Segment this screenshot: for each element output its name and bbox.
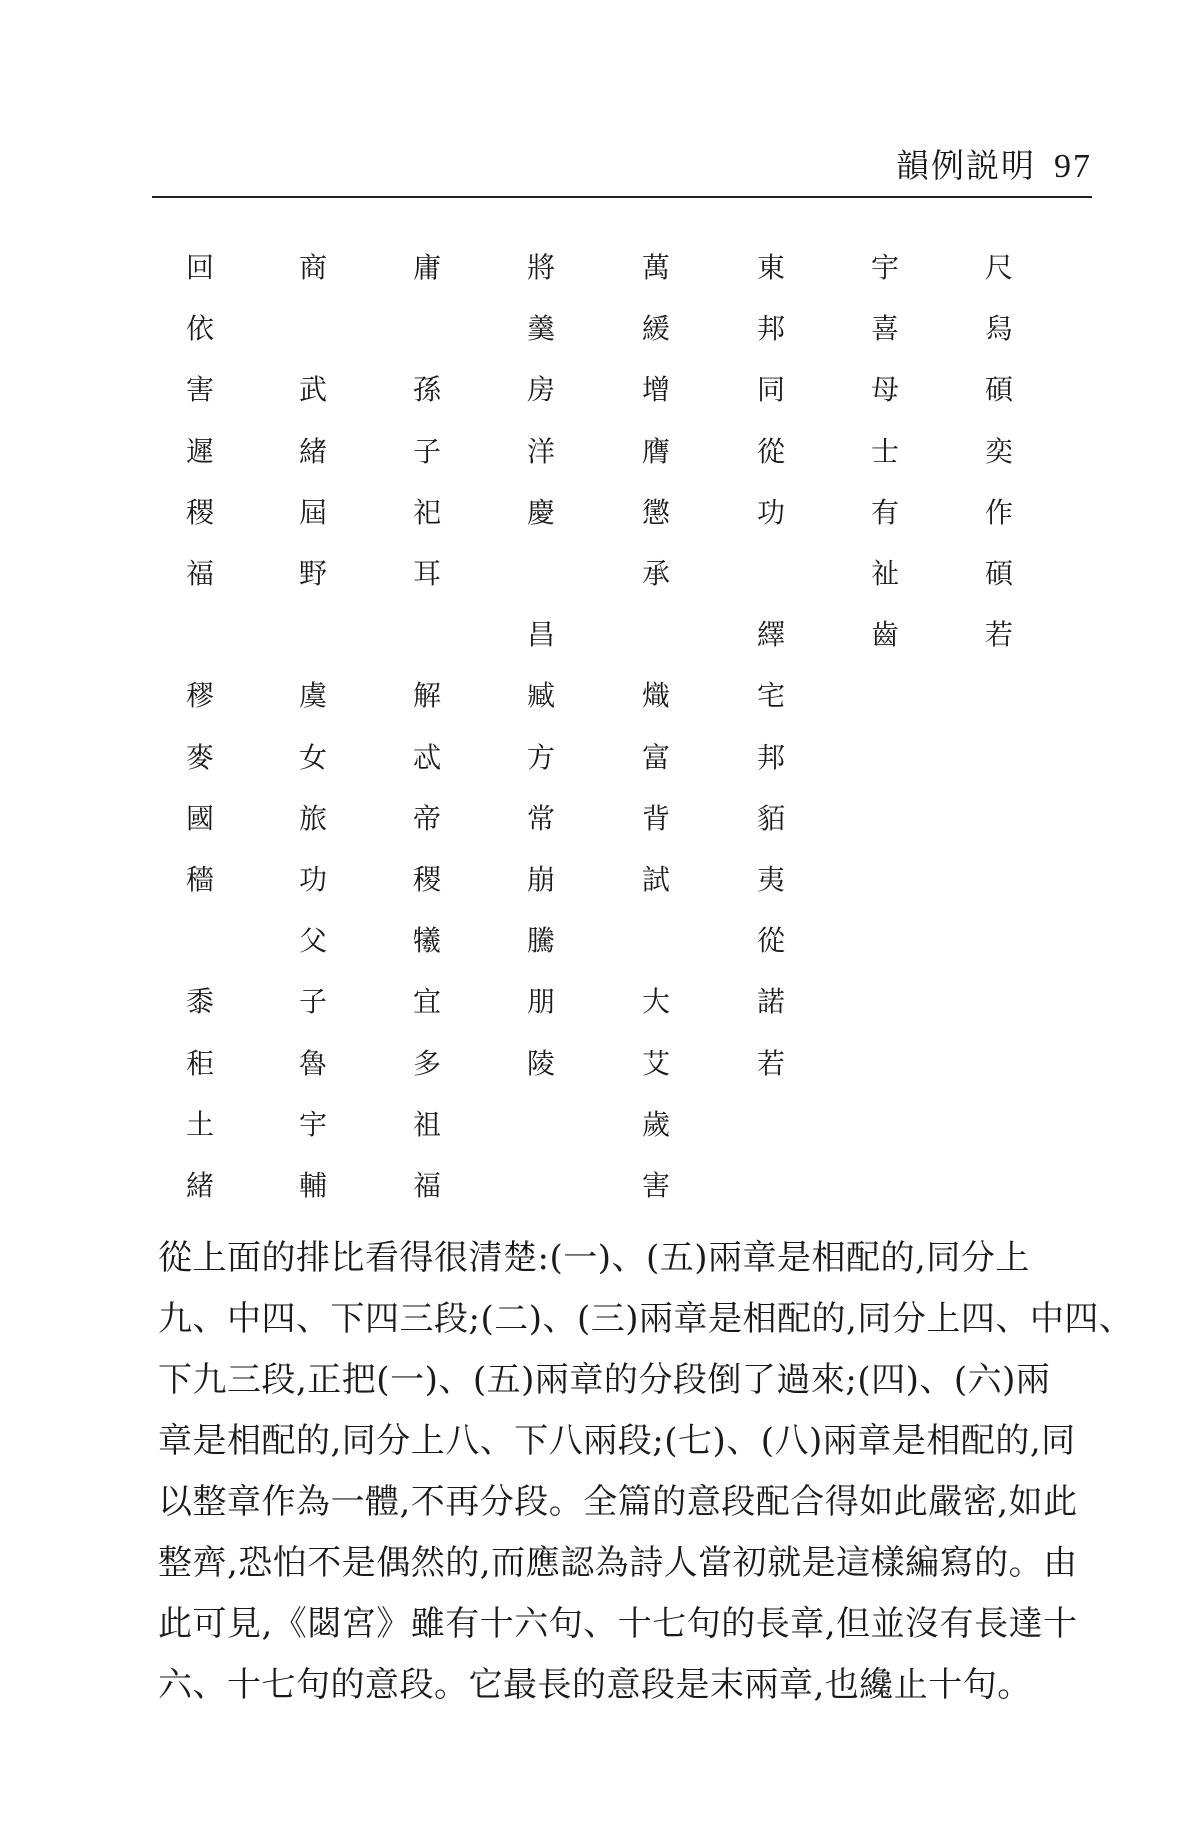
rhyme-character: 作 bbox=[984, 496, 1013, 529]
prose-line: 整齊,恐怕不是偶然的,而應認為詩人當初就是這樣編寫的。由 bbox=[158, 1543, 1078, 1583]
rhyme-column bbox=[741, 248, 801, 1218]
rhyme-character: 背 bbox=[641, 802, 670, 835]
rhyme-column bbox=[855, 248, 915, 1218]
rhyme-character: 黍 bbox=[185, 985, 214, 1018]
rhyme-character: 懲 bbox=[641, 496, 670, 529]
rhyme-character: 女 bbox=[298, 741, 327, 774]
rhyme-character: 子 bbox=[412, 435, 441, 468]
rhyme-character: 忒 bbox=[412, 741, 441, 774]
rhyme-character: 祉 bbox=[870, 557, 899, 590]
rhyme-character: 從 bbox=[756, 435, 785, 468]
rhyme-character: 昌 bbox=[526, 618, 555, 651]
rhyme-character: 奕 bbox=[984, 435, 1013, 468]
rhyme-character: 有 bbox=[870, 496, 899, 529]
rhyme-character: 宇 bbox=[870, 251, 899, 284]
rhyme-character: 遲 bbox=[185, 435, 214, 468]
rhyme-character: 洋 bbox=[526, 435, 555, 468]
rhyme-character: 國 bbox=[185, 802, 214, 835]
rhyme-character: 若 bbox=[984, 618, 1013, 651]
prose-line: 下九三段,正把(一)、(五)兩章的分段倒了過來;(四)、(六)兩 bbox=[158, 1360, 1051, 1400]
rhyme-character: 功 bbox=[756, 496, 785, 529]
rhyme-character: 增 bbox=[641, 373, 670, 406]
rhyme-character: 依 bbox=[185, 312, 214, 345]
rhyme-character: 尺 bbox=[984, 251, 1013, 284]
rhyme-character: 穡 bbox=[185, 863, 214, 896]
rhyme-character: 夷 bbox=[756, 863, 785, 896]
rhyme-character: 碩 bbox=[984, 557, 1013, 590]
rhyme-character: 帝 bbox=[412, 802, 441, 835]
rhyme-character: 秬 bbox=[185, 1047, 214, 1080]
rhyme-character: 功 bbox=[298, 863, 327, 896]
running-head bbox=[896, 140, 1092, 187]
rhyme-character: 常 bbox=[526, 802, 555, 835]
rhyme-character: 從 bbox=[756, 924, 785, 957]
rhyme-character: 朋 bbox=[526, 985, 555, 1018]
rhyme-character: 害 bbox=[641, 1169, 670, 1202]
prose-line: 六、十七句的意段。它最長的意段是末兩章,也纔止十句。 bbox=[158, 1665, 1032, 1705]
rhyme-character: 耳 bbox=[412, 557, 441, 590]
rhyme-character: 富 bbox=[641, 741, 670, 774]
rhyme-character: 稷 bbox=[412, 863, 441, 896]
rhyme-character: 野 bbox=[298, 557, 327, 590]
chapter-title: 韻例説明 bbox=[896, 146, 1036, 185]
rhyme-character: 孫 bbox=[412, 373, 441, 406]
rhyme-character: 若 bbox=[756, 1047, 785, 1080]
rhyme-character: 害 bbox=[185, 373, 214, 406]
prose-paragraph bbox=[158, 1228, 1134, 1716]
rhyme-character: 穋 bbox=[185, 679, 214, 712]
prose-line: 以整章作為一體,不再分段。全篇的意段配合得如此嚴密,如此 bbox=[158, 1482, 1078, 1522]
rhyme-character: 臧 bbox=[526, 679, 555, 712]
rhyme-character: 福 bbox=[412, 1169, 441, 1202]
rhyme-character: 羹 bbox=[526, 312, 555, 345]
rhyme-character: 喜 bbox=[870, 312, 899, 345]
rhyme-character: 齒 bbox=[870, 618, 899, 651]
rhyme-column bbox=[397, 248, 457, 1218]
rhyme-character: 試 bbox=[641, 863, 670, 896]
rhyme-character: 宇 bbox=[298, 1108, 327, 1141]
rhyme-character: 同 bbox=[756, 373, 785, 406]
rhyme-character: 貊 bbox=[756, 802, 785, 835]
rhyme-character: 房 bbox=[526, 373, 555, 406]
rhyme-character: 多 bbox=[412, 1047, 441, 1080]
rhyme-character: 祖 bbox=[412, 1108, 441, 1141]
prose-line: 章是相配的,同分上八、下八兩段;(七)、(八)兩章是相配的,同 bbox=[158, 1421, 1076, 1461]
rhyme-character: 艾 bbox=[641, 1047, 670, 1080]
rhyme-character: 解 bbox=[412, 679, 441, 712]
rhyme-column bbox=[969, 248, 1029, 1218]
rhyme-character: 諾 bbox=[756, 985, 785, 1018]
rhyme-column bbox=[511, 248, 571, 1218]
rhyme-character: 庸 bbox=[412, 251, 441, 284]
rhyme-character: 土 bbox=[185, 1108, 214, 1141]
rhyme-character: 犧 bbox=[412, 924, 441, 957]
rhyme-character: 舄 bbox=[984, 312, 1013, 345]
rhyme-character: 武 bbox=[298, 373, 327, 406]
rhyme-character: 回 bbox=[185, 251, 214, 284]
rhyme-character: 緒 bbox=[298, 435, 327, 468]
rhyme-character: 萬 bbox=[641, 251, 670, 284]
rhyme-character: 子 bbox=[298, 985, 327, 1018]
rhyme-character: 碩 bbox=[984, 373, 1013, 406]
rhyme-character: 父 bbox=[298, 924, 327, 957]
rhyme-character: 歲 bbox=[641, 1108, 670, 1141]
rhyme-character: 陵 bbox=[526, 1047, 555, 1080]
rhyme-character: 熾 bbox=[641, 679, 670, 712]
page-header bbox=[152, 138, 1092, 198]
rhyme-character: 宅 bbox=[756, 679, 785, 712]
rhyme-character: 邦 bbox=[756, 741, 785, 774]
prose-line: 從上面的排比看得很清楚:(一)、(五)兩章是相配的,同分上 bbox=[158, 1238, 1030, 1278]
prose-line: 此可見,《閟宮》雖有十六句、十七句的長章,但並沒有長達十 bbox=[158, 1604, 1078, 1644]
rhyme-character: 士 bbox=[870, 435, 899, 468]
rhyme-character: 福 bbox=[185, 557, 214, 590]
rhyme-character: 祀 bbox=[412, 496, 441, 529]
rhyme-character: 輔 bbox=[298, 1169, 327, 1202]
rhyme-character: 稷 bbox=[185, 496, 214, 529]
rhyme-character: 將 bbox=[526, 251, 555, 284]
prose-line: 九、中四、下四三段;(二)、(三)兩章是相配的,同分上四、中四、 bbox=[158, 1299, 1134, 1339]
rhyme-character: 大 bbox=[641, 985, 670, 1018]
rhyme-character: 屆 bbox=[298, 496, 327, 529]
rhyme-character: 商 bbox=[298, 251, 327, 284]
rhyme-character: 宜 bbox=[412, 985, 441, 1018]
rhyme-character: 騰 bbox=[526, 924, 555, 957]
rhyme-character: 緒 bbox=[185, 1169, 214, 1202]
rhyme-column bbox=[283, 248, 343, 1218]
rhyme-character: 膺 bbox=[641, 435, 670, 468]
rhyme-character: 麥 bbox=[185, 741, 214, 774]
rhyme-character: 繹 bbox=[756, 618, 785, 651]
rhyme-character: 虞 bbox=[298, 679, 327, 712]
rhyme-character: 母 bbox=[870, 373, 899, 406]
rhyme-column bbox=[626, 248, 686, 1218]
rhyme-character: 承 bbox=[641, 557, 670, 590]
rhyme-character: 慶 bbox=[526, 496, 555, 529]
rhyme-character: 旅 bbox=[298, 802, 327, 835]
rhyme-table bbox=[0, 248, 1200, 1218]
rhyme-character: 緩 bbox=[641, 312, 670, 345]
rhyme-character: 邦 bbox=[756, 312, 785, 345]
rhyme-column bbox=[170, 248, 230, 1218]
rhyme-character: 東 bbox=[756, 251, 785, 284]
rhyme-character: 魯 bbox=[298, 1047, 327, 1080]
rhyme-character: 崩 bbox=[526, 863, 555, 896]
page-number: 97 bbox=[1054, 148, 1092, 185]
rhyme-character: 方 bbox=[526, 741, 555, 774]
